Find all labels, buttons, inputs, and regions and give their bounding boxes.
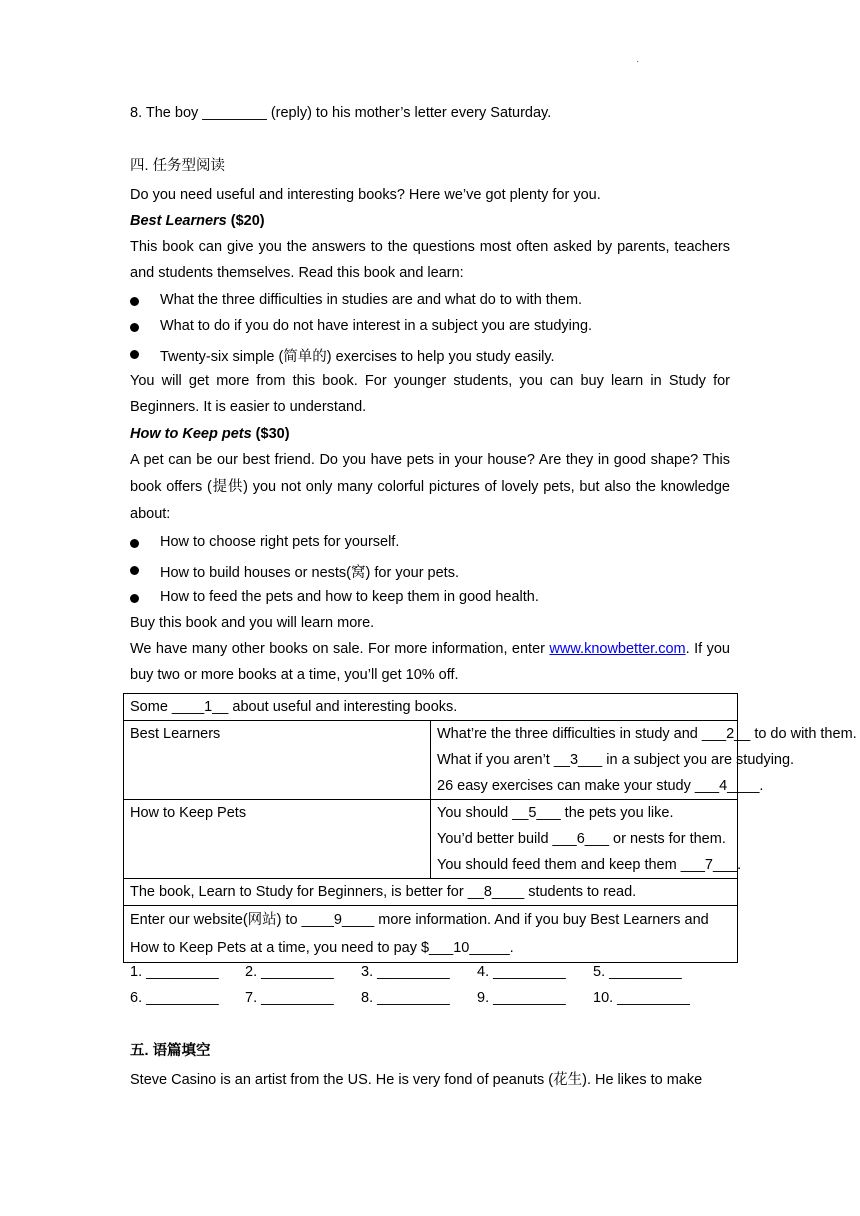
question-8: 8. The boy ________ (reply) to his mother’s letter every Saturday.: [130, 105, 552, 121]
answer-blank-5[interactable]: 5. _________: [593, 964, 682, 980]
section-5-title: 语篇填空: [152, 1042, 211, 1059]
answer-blank-6[interactable]: 6. _________: [130, 990, 219, 1006]
table-cell-label: Best Learners: [124, 721, 431, 800]
table-cell: You should __5___ the pets you like. You’d better build ___6___ or nests for them. You should feed them and keep them ___7___.: [431, 800, 738, 879]
table-row: [124, 694, 738, 721]
bullet-dot-icon: [130, 297, 139, 306]
bullet-dot-icon: [130, 539, 139, 548]
answer-blank-9[interactable]: 9. _________: [477, 990, 566, 1006]
bullet-text: How to build houses or nests(窝) for your pets.: [160, 565, 459, 581]
reading-intro: Do you need useful and interesting books? Here we’ve got plenty for you.: [130, 187, 601, 203]
table-cell: Some ____1__ about useful and interesting books.: [124, 694, 738, 721]
book2-heading: [130, 427, 730, 442]
summary-table: [123, 693, 857, 963]
section-4-title: 任务型阅读: [152, 158, 226, 174]
book2-title: How to Keep pets: [130, 426, 252, 442]
table-row: [124, 800, 738, 879]
answer-blank-3[interactable]: 3. _________: [361, 964, 450, 980]
bullet-text: How to choose right pets for yourself.: [160, 534, 400, 550]
book2-description: A pet can be our best friend. Do you have pets in your house? Are they in good shape? This book offers (提供) you not only many colorful pictures of lovely pets, but also the knowledge about:: [130, 452, 730, 522]
closing-paragraph: We have many other books on sale. For more information, enter www.knowbetter.com. If you buy two or more books at a time, you’ll get 10% off.: [130, 641, 730, 683]
table-cell: The book, Learn to Study for Beginners, is better for __8____ students to read.: [124, 879, 738, 906]
book2-price: ($30): [251, 426, 290, 442]
book1-description: This book can give you the answers to the questions most often asked by parents, teachers and students themselves. Read this book and learn:: [130, 239, 730, 281]
answer-blank-4[interactable]: 4. _________: [477, 964, 566, 980]
table-cell-label: How to Keep Pets: [124, 800, 431, 879]
table-row: [124, 721, 738, 800]
book1-after: You will get more from this book. For younger students, you can buy learn in Study for Beginners. It is easier to understand.: [130, 373, 730, 415]
book1-title: Best Learners: [130, 213, 227, 229]
book1-price: ($20): [226, 213, 265, 229]
table-cell: What’re the three difficulties in study and ___2__ to do with them. What if you aren’t __3___ in a subject you are studying. 26 easy exercises can make your study ___4____.: [431, 721, 738, 800]
table-row: [124, 879, 738, 906]
answer-blank-7[interactable]: 7. _________: [245, 990, 334, 1006]
bullet-text: Twenty-six simple (简单的) exercises to help you study easily.: [160, 349, 555, 365]
section-5-heading: [130, 1044, 730, 1059]
section-4-number: 四.: [130, 158, 149, 174]
bullet-dot-icon: [130, 594, 139, 603]
answer-blank-1[interactable]: 1. _________: [130, 964, 219, 980]
table-row: [124, 906, 738, 963]
bullet-dot-icon: [130, 350, 139, 359]
book1-heading: [130, 214, 730, 229]
bullet-text: How to feed the pets and how to keep them in good health.: [160, 589, 539, 605]
bullet-text: What the three difficulties in studies are and what do to with them.: [160, 292, 583, 308]
section-5-number: 五.: [130, 1043, 149, 1059]
website-link[interactable]: www.knowbetter.com: [549, 641, 686, 657]
answer-blank-8[interactable]: 8. _________: [361, 990, 450, 1006]
section-5-text: Steve Casino is an artist from the US. He is very fond of peanuts (花生). He likes to make: [130, 1072, 703, 1088]
section-4-heading: [130, 159, 730, 174]
answer-blank-10[interactable]: 10. _________: [593, 990, 690, 1006]
answer-blank-2[interactable]: 2. _________: [245, 964, 334, 980]
bullet-text: What to do if you do not have interest in a subject you are studying.: [160, 318, 593, 334]
bullet-dot-icon: [130, 323, 139, 332]
book2-after: Buy this book and you will learn more.: [130, 615, 375, 631]
page-marker: ·: [636, 56, 640, 67]
table-cell: Enter our website(网站) to ____9____ more information. And if you buy Best Learners and How to Keep Pets at a time, you need to pay $___10_____.: [124, 906, 738, 963]
bullet-dot-icon: [130, 566, 139, 575]
